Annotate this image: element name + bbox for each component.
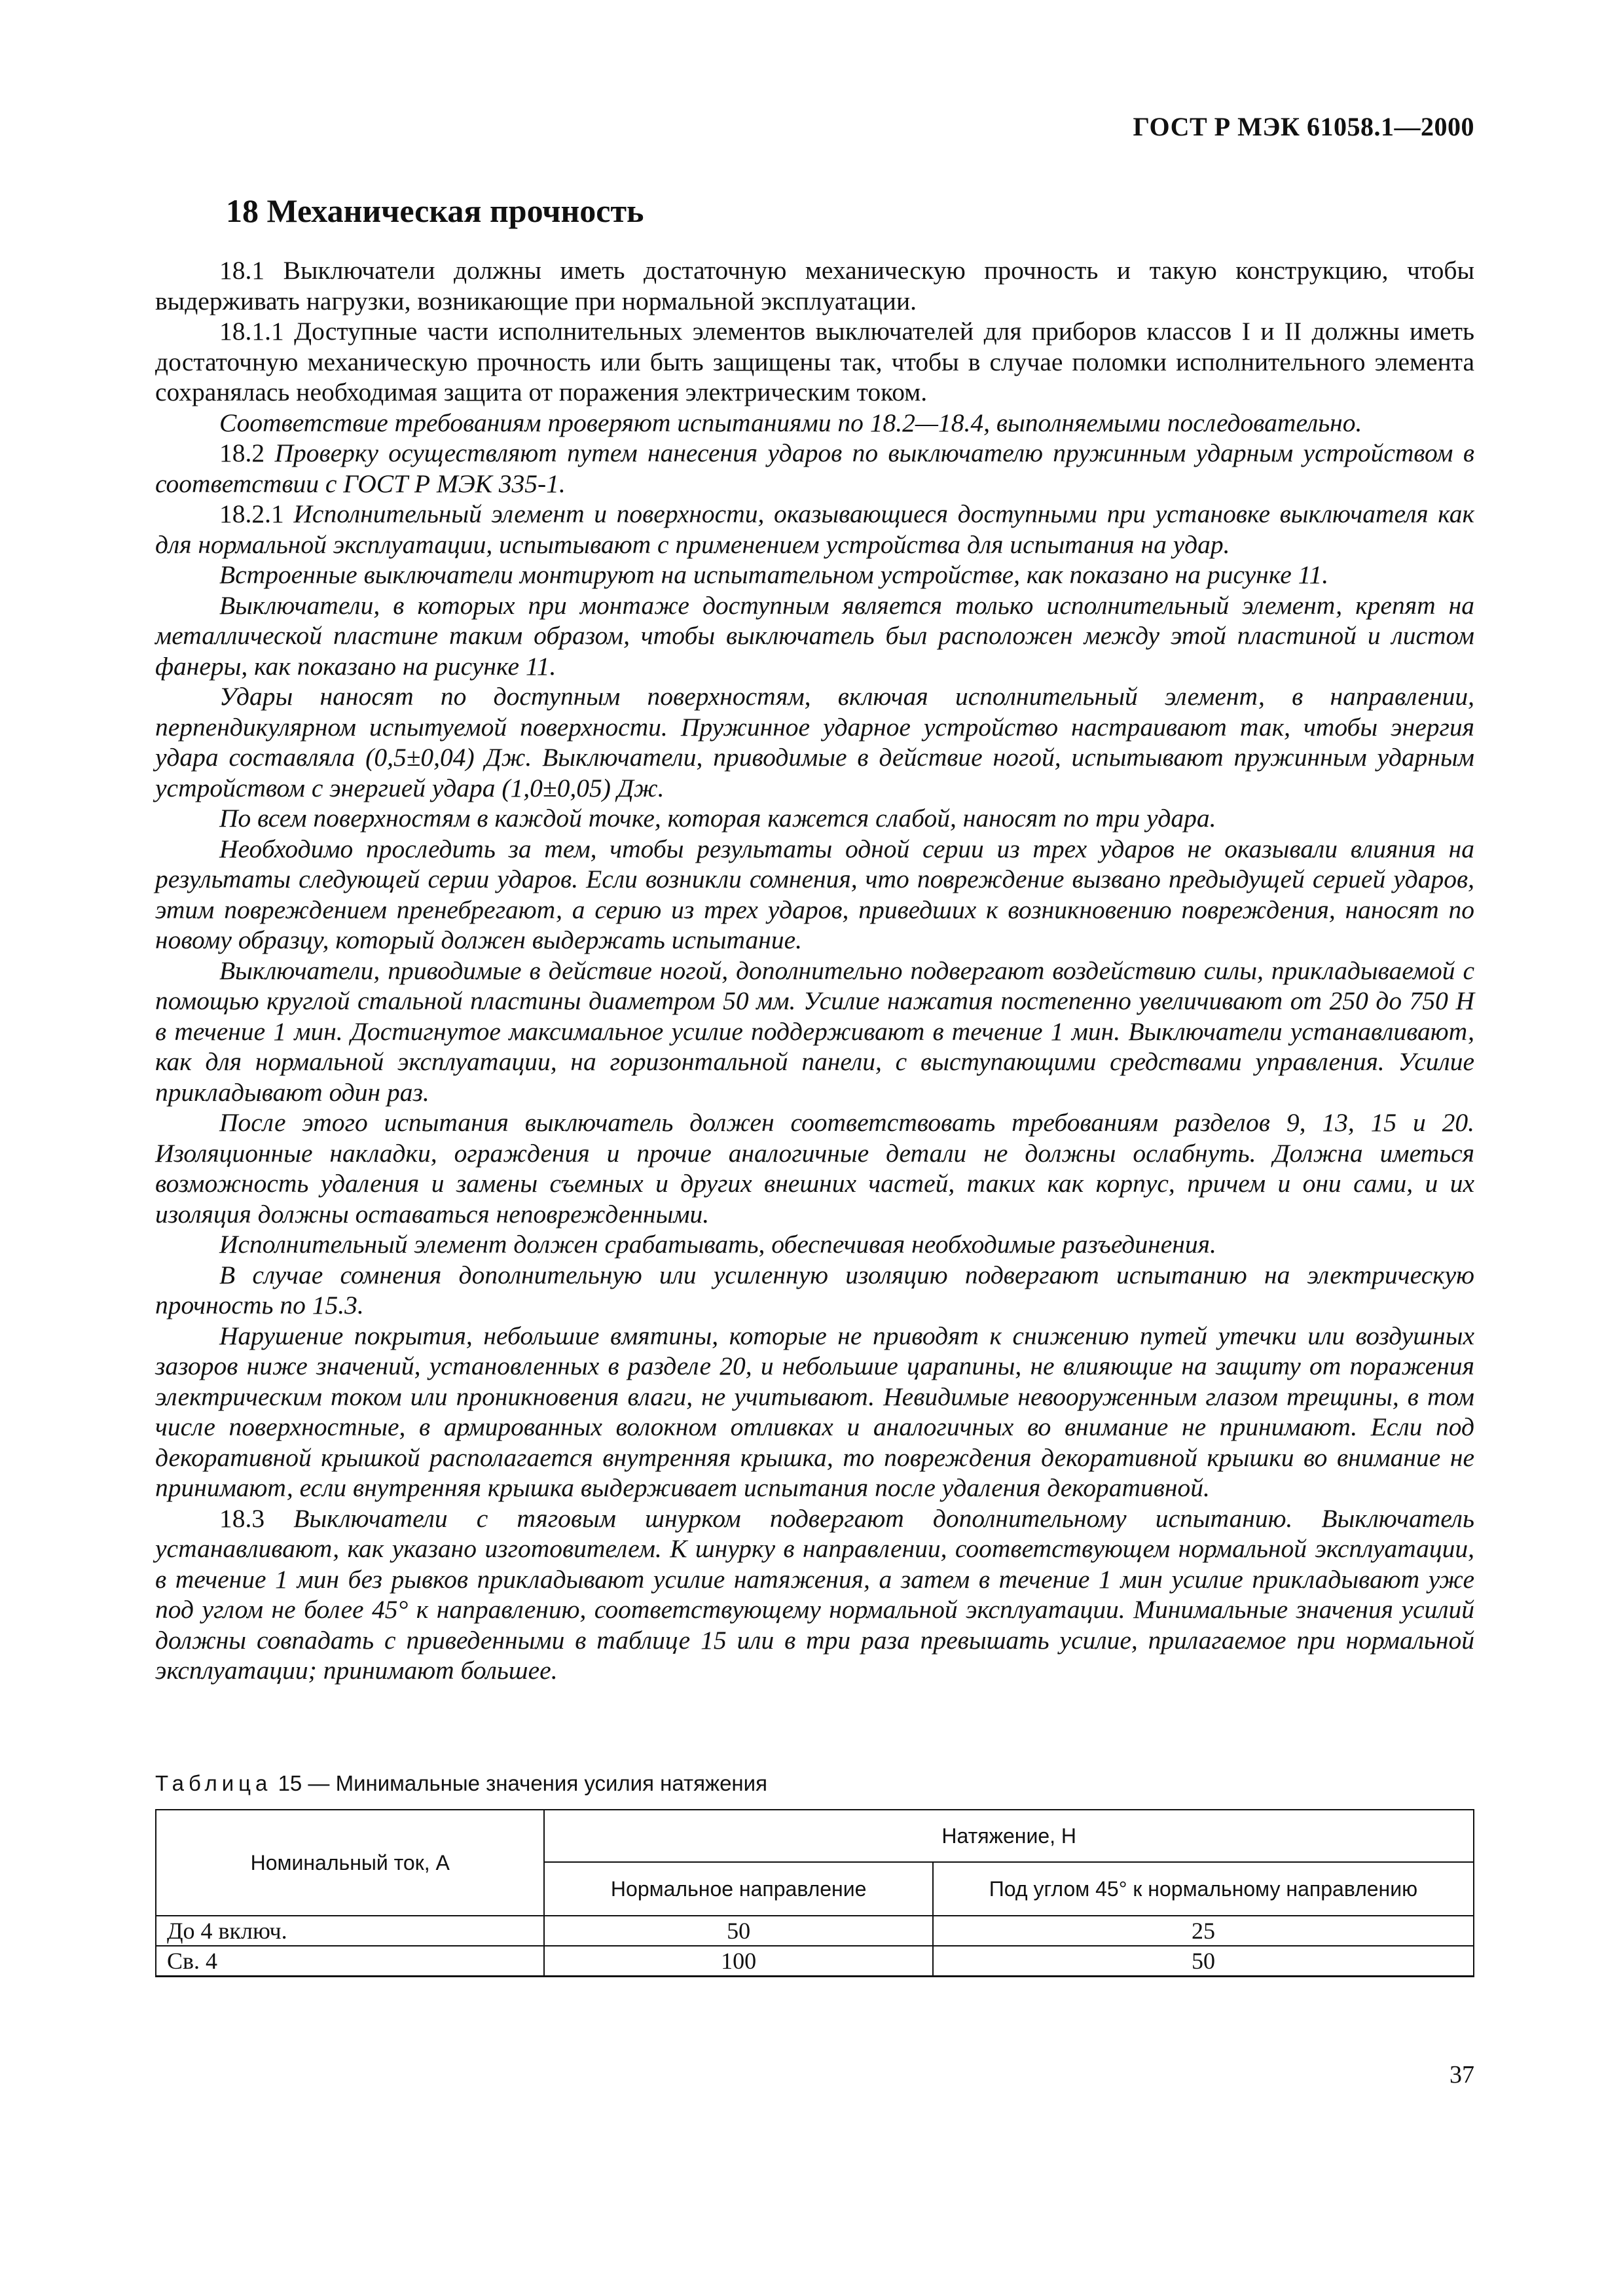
table-row [156, 1916, 1474, 1946]
column-header-angle-direction: Под углом 45° к нормальному направлению [933, 1862, 1474, 1916]
page-number: 37 [1450, 2061, 1474, 2089]
paragraph: В случае сомнения дополнительную или усиленную изоляцию подвергают испытанию на электрическую прочность по 15.3. [155, 1260, 1474, 1319]
section-title: 18 Механическая прочность [226, 192, 644, 229]
paragraph: Выключатели, в которых при монтаже доступным является только исполнительный элемент, крепят на металлической пластине таким образом, чтобы выключатель был расположен между этой пластиной и листом фанеры, как показано на рисунке 11. [155, 590, 1474, 681]
paragraph: Выключатели, приводимые в действие ногой, дополнительно подвергают воздействию силы, прикладываемой с помощью круглой стальной пластины диаметром 50 мм. Усилие нажатия постепенно увеличивают от 250 до 750 Н в течение 1 мин. Достигнутое максимальное усилие поддерживают в течение 1 мин. Выключатели устанавливают, как для нормальной эксплуатации, на горизонтальной панели, с выступающими средствами управления. Усилие прикладывают один раз. [155, 956, 1474, 1107]
column-header-rated-current: Номинальный ток, А [156, 1810, 544, 1916]
cell-angle: 25 [933, 1916, 1474, 1946]
paragraph: Необходимо проследить за тем, чтобы результаты одной серии из трех ударов не оказывали влияния на результаты следующей серии ударов. Если возникли сомнения, что повреждение вызвано предыдущей серией ударов, этим повреждением пренебрегают, а серию из трех ударов, приведших к возникновению повреждения, наносят по новому образцу, который должен выдержать испытание. [155, 834, 1474, 954]
document-code-header: ГОСТ Р МЭК 61058.1—2000 [1133, 112, 1474, 141]
paragraph: Исполнительный элемент должен срабатывать, обеспечивая необходимые разъединения. [219, 1230, 1216, 1259]
table-row [156, 1946, 1474, 1977]
paragraph: 18.1 Выключатели должны иметь достаточную механическую прочность и такую конструкцию, чтобы выдерживать нагрузки, возникающие при нормальной эксплуатации. [155, 256, 1474, 315]
paragraph: После этого испытания выключатель должен соответствовать требованиям разделов 9, 13, 15 и 20. Изоляционные накладки, ограждения и прочие аналогичные детали не должны ослабнуть. Должна иметься возможность удаления и замены съемных и других внешних частей, таких как корпус, причем и они сами, и их изоляция должны оставаться неповрежденными. [155, 1108, 1474, 1229]
paragraph: Удары наносят по доступным поверхностям, включая исполнительный элемент, в направлении, перпендикулярном испытуемой поверхности. Пружинное ударное устройство настраивают так, чтобы энергия удара составляла (0,5±0,04) Дж. Выключатели, приводимые в действие ногой, испытывают пружинным ударным устройством с энергией удара (1,0±0,05) Дж. [155, 682, 1474, 802]
table-caption [155, 1771, 767, 1796]
table-caption-text: 15 — Минимальные значения усилия натяжения [278, 1771, 767, 1795]
paragraph: Нарушение покрытия, небольшие вмятины, которые не приводят к снижению путей утечки или воздушных зазоров ниже значений, установленных в разделе 20, и небольшие царапины, не влияющие на защиту от поражения электрическим током или проникновения влаги, не учитывают. Невидимые невооруженным глазом трещины, в том числе поверхностные, в армированных волокном отливках и аналогичных во внимание не принимают. Если под декоративной крышкой располагается внутренняя крышка, то повреждения декоративной крышки во внимание не принимают, если внутренняя крышка выдерживает испытания после удаления декоративной. [155, 1321, 1474, 1502]
cell-current: До 4 включ. [156, 1916, 544, 1946]
paragraph: Соответствие требованиям проверяют испытаниями по 18.2—18.4, выполняемыми последовательно. [219, 408, 1362, 437]
column-header-normal-direction: Нормальное направление [544, 1862, 932, 1916]
paragraph: Встроенные выключатели монтируют на испытательном устройстве, как показано на рисунке 11. [219, 560, 1329, 589]
paragraph: 18.1.1 Доступные части исполнительных элементов выключателей для приборов классов I и II должны иметь достаточную механическую прочность или быть защищены так, чтобы в случае поломки исполнительного элемента сохранялась необходимая защита от поражения электрическим током. [155, 317, 1474, 406]
tension-table [155, 1809, 1474, 1977]
cell-current: Св. 4 [156, 1946, 544, 1977]
cell-normal: 100 [544, 1946, 932, 1977]
paragraph: 18.2.1 Исполнительный элемент и поверхности, оказывающиеся доступными при установке выключателя как для нормальной эксплуатации, испытывают с применением устройства для испытания на удар. [155, 499, 1474, 559]
body-text [155, 255, 1474, 1686]
paragraph: По всем поверхностям в каждой точке, которая кажется слабой, наносят по три удара. [219, 804, 1216, 833]
column-group-header-tension: Натяжение, Н [544, 1810, 1474, 1862]
paragraph: 18.3 Выключатели с тяговым шнурком подвергают дополнительному испытанию. Выключатель устанавливают, как указано изготовителем. К шнурку в направлении, соответствующем нормальной эксплуатации, в течение 1 мин без рывков прикладывают усилие натяжения, а затем в течение 1 мин усилие прикладывают уже под углом не более 45° к направлению, соответствующему нормальной эксплуатации. Минимальные значения усилий должны совпадать с приведенными в таблице 15 или в три раза превышать усилие, прилагаемое при нормальной эксплуатации; принимают большее. [155, 1503, 1474, 1685]
cell-angle: 50 [933, 1946, 1474, 1977]
cell-normal: 50 [544, 1916, 932, 1946]
paragraph: 18.2 Проверку осуществляют путем нанесения ударов по выключателю пружинным ударным устройством в соответствии с ГОСТ Р МЭК 335-1. [155, 439, 1474, 498]
table-caption-label: Таблица [155, 1771, 272, 1795]
